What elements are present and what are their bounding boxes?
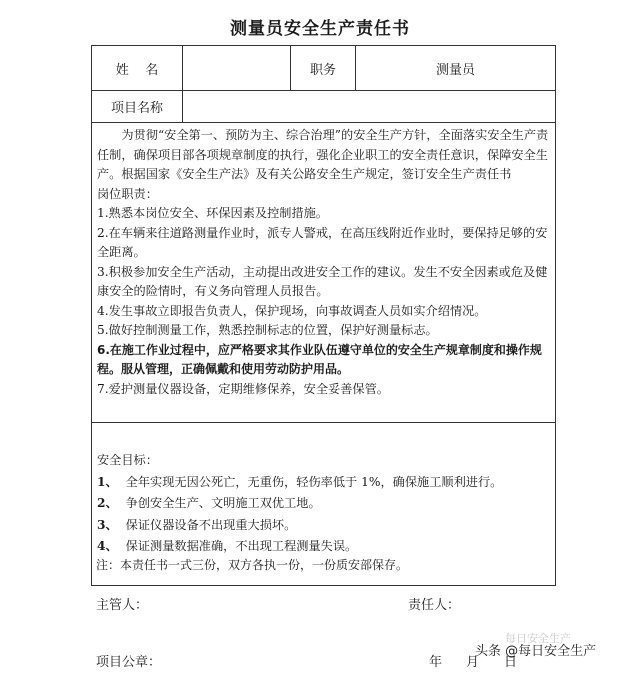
goal-item — [97, 536, 550, 558]
goal-text: 全年实现无因公死亡，无重伤，轻伤率低于 1%，确保施工顺利进行。 — [125, 474, 503, 489]
project-name-value[interactable] — [183, 91, 555, 122]
goal-number: 1、 — [97, 474, 118, 489]
goal-number: 2、 — [97, 496, 118, 510]
document-title: 测量员安全生产责任书 — [230, 19, 410, 39]
intro-paragraph: 为贯彻“安全第一、预防为主、综合治理”的安全生产方针，全面落实安全生产责任制，确保项目部各项规章制度的执行，强化企业职工的安全责任意识，保障安全生产。根据国家《安全生产法》及有关公路安全生产规定，签订安全生产责任书 — [97, 128, 549, 181]
goal-item — [97, 493, 550, 515]
duty-item: 6.在施工作业过程中，应严格要求其作业队伍遵守单位的安全生产规章制度和操作规程。服从管理，正确佩戴和使用劳动防护用品。 — [97, 342, 542, 376]
position-value[interactable]: 测量员 — [435, 62, 475, 78]
source-watermark: 头条 @每日安全生产 — [475, 644, 597, 659]
row-divider — [92, 422, 555, 423]
responsibility-text — [97, 126, 550, 399]
safety-goals — [97, 450, 550, 558]
position-label: 职务 — [309, 62, 336, 78]
goal-item — [97, 472, 550, 494]
duty-item: 2.在车辆来往道路测量作业时，派专人警戒，在高压线附近作业时，要保持足够的安全距离。 — [97, 225, 548, 259]
goals-heading: 安全目标： — [97, 453, 158, 467]
name-value[interactable] — [183, 46, 290, 90]
name-label: 姓 名 — [115, 62, 159, 78]
goal-number: 4、 — [97, 539, 118, 553]
project-name-label: 项目名称 — [110, 101, 163, 116]
responsibility-form — [91, 45, 556, 586]
duty-item: 5.做好控制测量工作，熟悉控制标志的位置，保护好测量标志。 — [97, 323, 438, 337]
row-divider — [92, 122, 555, 123]
responsible-label: 责任人： — [408, 598, 461, 613]
duty-item: 4.发生事故立即报告负责人，保护现场，向事故调查人员如实介绍情况。 — [97, 303, 487, 318]
day-label: 日 — [504, 655, 518, 670]
faint-watermark: 每日安全生产 — [505, 632, 571, 645]
year-label: 年 — [429, 655, 443, 670]
duties-heading: 岗位职责： — [97, 186, 158, 201]
goal-text: 保证测量数据准确，不出现工程测量失误。 — [125, 539, 358, 553]
goal-item — [97, 515, 550, 537]
duty-item: 1.熟悉本岗位安全、环保因素及控制措施。 — [97, 206, 329, 220]
goal-text: 争创安全生产、文明施工双优工地。 — [125, 496, 321, 510]
goal-number: 3、 — [97, 517, 118, 532]
goal-text: 保证仪器设备不出现重大损坏。 — [125, 517, 297, 532]
seal-label: 项目公章： — [96, 655, 162, 670]
supervisor-label: 主管人： — [96, 598, 149, 613]
footnote: 注：本责任书一式三份，双方各执一份，一份质安部保存。 — [96, 558, 409, 572]
duty-item: 3.积极参加安全生产活动，主动提出改进安全工作的建议。发生不安全因素或危及健康安全的险情时，有义务向管理人员报告。 — [97, 264, 548, 298]
month-label: 月 — [466, 655, 480, 670]
duty-item: 7.爱护测量仪器设备，定期维修保养，安全妥善保管。 — [97, 381, 389, 396]
